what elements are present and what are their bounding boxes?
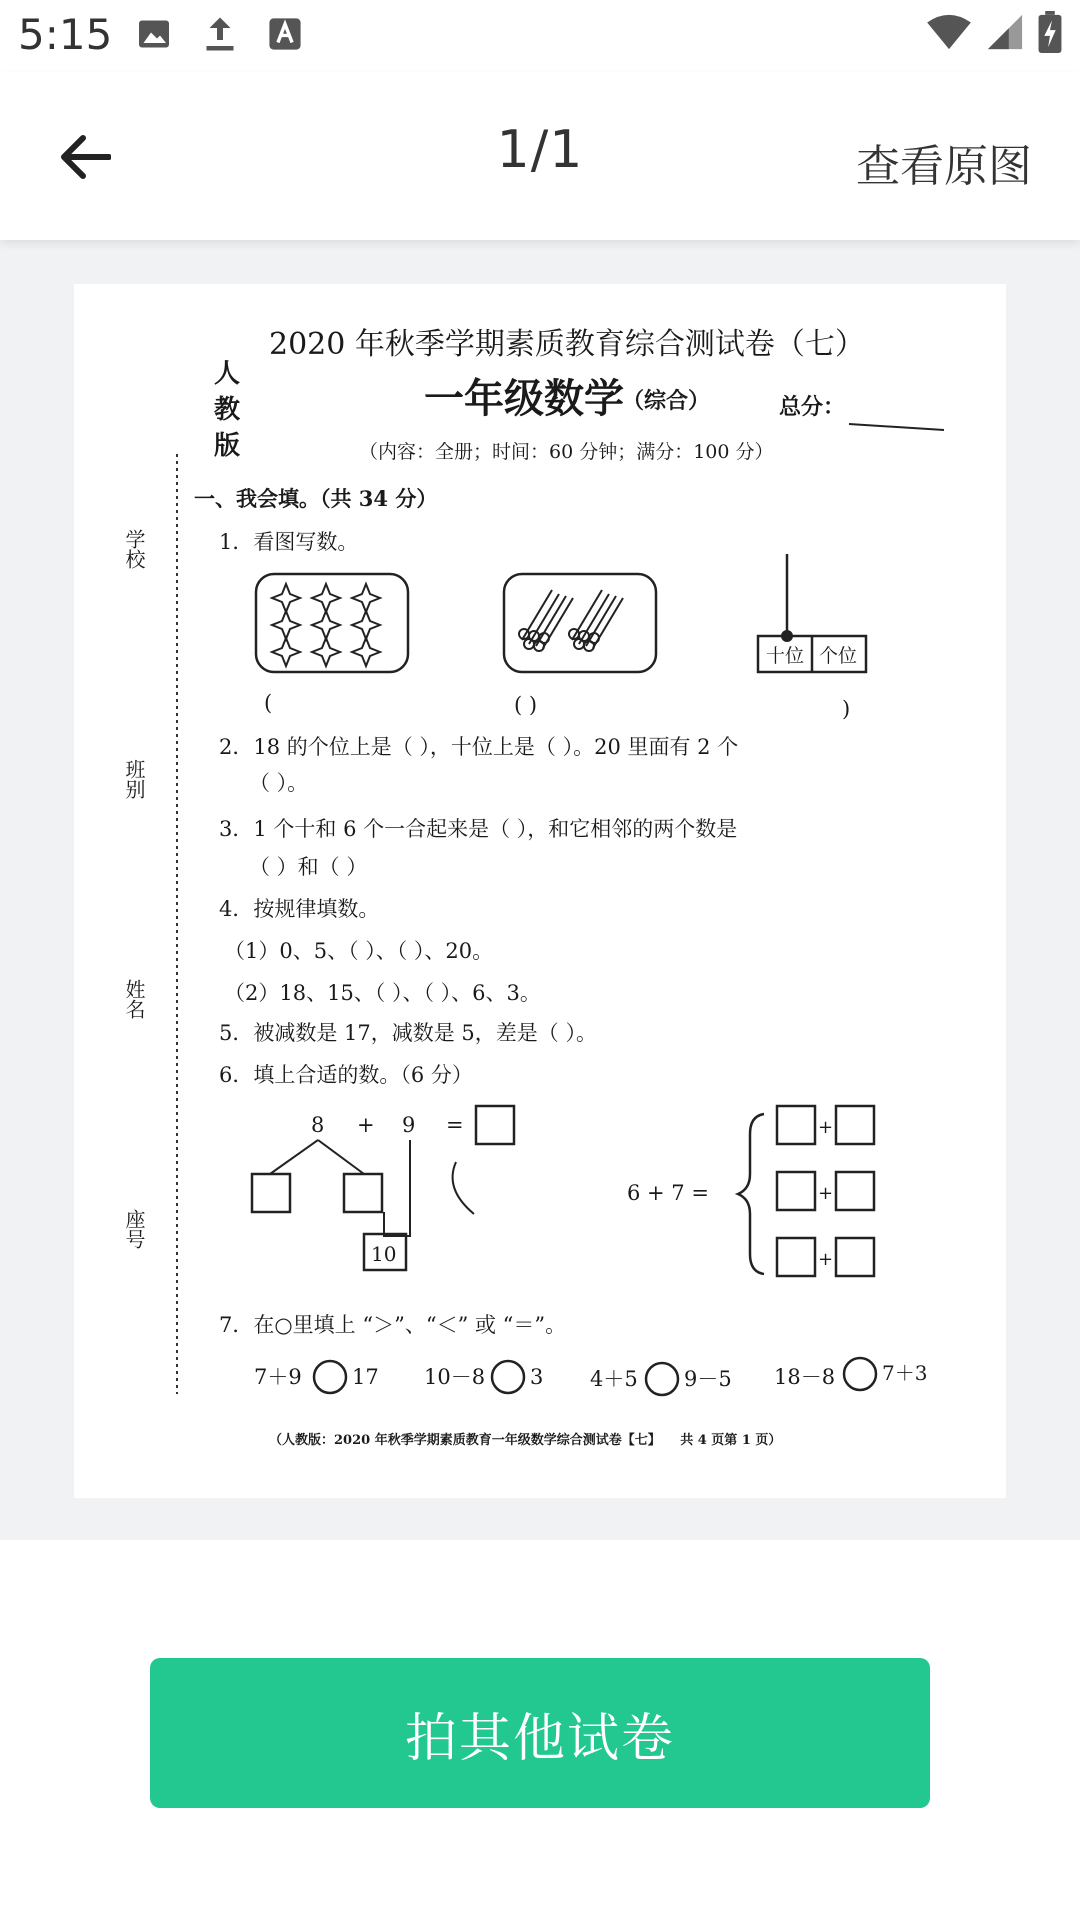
view-original-button[interactable]: 查看原图 xyxy=(856,141,1032,192)
edition-char-2: 教 xyxy=(214,395,241,425)
cellular-signal-icon xyxy=(986,13,1024,55)
q1-blank-2: ( ) xyxy=(514,693,538,717)
side-label-name: 姓名 xyxy=(122,979,146,1019)
font-notification-icon xyxy=(268,17,302,55)
total-score-label: 总分： xyxy=(779,394,846,420)
question-4-2: （2）18、15、（ ）、（ ）、6、3。 xyxy=(224,981,541,1005)
section-1-heading: 一、我会填。（共 34 分） xyxy=(194,486,438,511)
question-4: 4．按规律填数。 xyxy=(219,897,380,921)
wifi-icon xyxy=(926,13,972,55)
sticks-box xyxy=(504,574,656,672)
q6-right-plus-1: + xyxy=(818,1117,834,1138)
q6-ten: 10 xyxy=(371,1242,397,1266)
side-label-class: 班别 xyxy=(122,759,146,799)
q7-item-3-left: 4＋5 xyxy=(590,1367,638,1391)
question-7: 7．在○里填上 “＞”、“＜” 或 “＝”。 xyxy=(219,1313,567,1337)
q7-item-1-left: 7＋9 xyxy=(254,1365,302,1389)
page-counter: 1/1 xyxy=(496,120,584,180)
question-3-line-1: 3．1 个十和 6 个一合起来是（ ），和它相邻的两个数是 xyxy=(219,817,738,841)
image-notification-icon xyxy=(136,16,172,56)
bottom-action-area xyxy=(0,1540,1080,1920)
q6-right-plus-2: + xyxy=(818,1183,834,1204)
question-3-line-2: （ ）和（ ） xyxy=(249,855,368,879)
q6-plus: + xyxy=(357,1113,375,1137)
q6-equals: = xyxy=(446,1113,464,1137)
paper-footer: （人教版：2020 年秋季学期素质教育一年级数学综合测试卷【七】 共 4 页第 1 页） xyxy=(269,1433,782,1448)
stars-group xyxy=(272,584,380,666)
stick-bundles xyxy=(519,590,623,651)
upload-notification-icon xyxy=(202,14,238,58)
preview-area xyxy=(0,240,1080,1540)
question-1: 1．看图写数。 xyxy=(219,530,359,554)
q1-blank-1: ( xyxy=(264,691,273,715)
paper-subtitle: 一年级数学 xyxy=(424,375,624,422)
edition-char-3: 版 xyxy=(214,431,241,461)
q7-item-4-right: 7＋3 xyxy=(882,1361,928,1385)
exam-paper-drawing xyxy=(74,284,1006,1498)
question-2-line-2: （ ）。 xyxy=(249,771,309,795)
q7-item-4-left: 18－8 xyxy=(774,1365,836,1389)
q7-item-1-right: 17 xyxy=(352,1365,379,1389)
top-app-bar xyxy=(0,72,1080,240)
battery-charging-icon xyxy=(1038,11,1062,57)
paper-info: （内容：全册；时间：60 分钟；满分：100 分） xyxy=(359,441,774,463)
question-5: 5．被减数是 17，减数是 5，差是（ ）。 xyxy=(219,1021,597,1045)
scan-other-paper-button[interactable]: 拍其他试卷 xyxy=(150,1658,930,1808)
question-6: 6．填上合适的数。（6 分） xyxy=(219,1063,473,1087)
q6-addend-a: 8 xyxy=(311,1113,325,1137)
q7-item-2-right: 3 xyxy=(530,1365,544,1389)
question-2-line-1: 2．18 的个位上是（ ），十位上是（ ）。20 里面有 2 个 xyxy=(219,735,739,759)
edition-char-1: 人 xyxy=(214,359,241,389)
question-4-1: （1）0、5、（ ）、（ ）、20。 xyxy=(224,939,494,963)
q7-item-3-right: 9－5 xyxy=(684,1367,732,1391)
q6-right-expression: 6 + 7 = xyxy=(627,1181,709,1205)
status-time: 5:15 xyxy=(18,10,113,59)
q7-item-2-left: 10－8 xyxy=(424,1365,486,1389)
status-bar xyxy=(0,0,1080,72)
side-label-school: 学校 xyxy=(122,529,146,569)
paper-subtitle-note: （综合） xyxy=(622,388,711,414)
paper-title: 2020 年秋季学期素质教育综合测试卷（七） xyxy=(269,327,865,362)
q1-blank-3: ) xyxy=(842,697,851,721)
side-label-seat: 座号 xyxy=(122,1209,146,1249)
tens-label: 十位 xyxy=(766,645,805,667)
q6-right-plus-3: + xyxy=(818,1249,834,1270)
exam-paper-image[interactable] xyxy=(74,284,1006,1498)
ones-label: 个位 xyxy=(819,645,858,667)
q6-addend-b: 9 xyxy=(402,1113,416,1137)
